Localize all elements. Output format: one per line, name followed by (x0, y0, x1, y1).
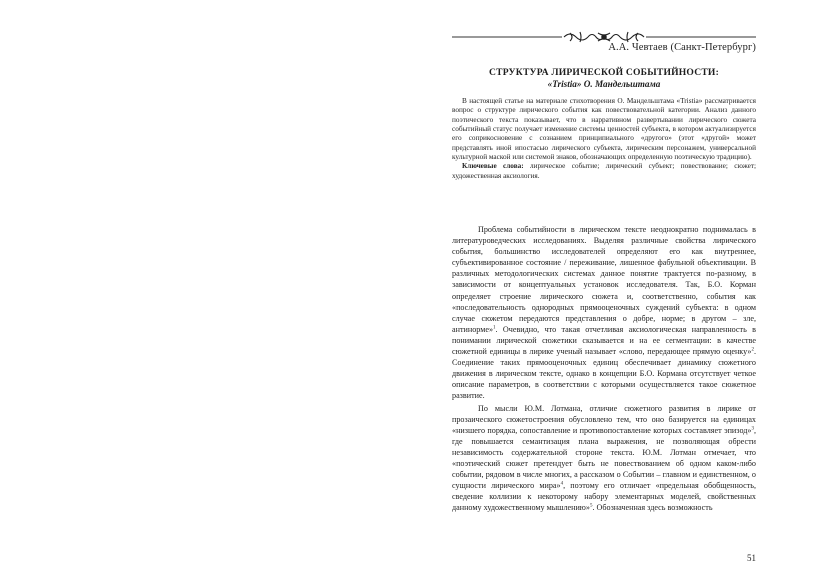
article-subtitle: «Tristia» О. Мандельштама (547, 79, 661, 89)
footnote-ref-2: 2 (751, 347, 754, 353)
body-paragraph-1 (452, 224, 756, 402)
keywords-label: Ключевые слова: (462, 162, 524, 171)
paragraph-1-text-b: . Очевидно, что такая отчетливая аксиологическая направленность в понимании лирической сюжетики сказывается и на ее сегментации: в качестве сюжетной единицы в лирике ученый называет «слово, передающее прямую оценку» (452, 324, 756, 357)
paragraph-2-text-d: . Обозначенная здесь возможность (592, 503, 713, 513)
keywords-list: лирическое событие; лирический субъект; повествование; сюжет; художественная аксиология. (452, 162, 757, 180)
keywords (452, 162, 756, 181)
footnote-ref-3: 3 (751, 425, 754, 431)
paragraph-1-text-a: Проблема событийности в лирическом тексте неоднократно поднималась в литературоведческих исследованиях. Выделяя различные свойства лирического события, большинство исследователей определяют его как внутреннее, субъективированное состояние / переживание, лишенное фабульной объективации. В различных методологических системах данное понятие трактуется по-разному, в зависимости от концептуальных установок исследователя. Так, Б.О. Корман определяет строение лирического сюжета и, соответственно, события как «последовательность однородных прямооценочных суждений субъекта: в одном случае сюжетом передаются представления о добре, норме; в другом – зле, антинорме» (452, 225, 756, 334)
body-paragraph-2 (452, 403, 756, 514)
article-abstract (452, 97, 756, 181)
footnote-ref-5: 5 (589, 503, 593, 509)
article-title: СТРУКТУРА ЛИРИЧЕСКОЙ СОБЫТИЙНОСТИ: (489, 67, 719, 78)
paragraph-2-text-b: , где повышается семантизация плана выражения, не позволяющая обрести независимость содержательной стороне текста. Ю.М. Лотман отмечает, что «поэтический сюжет претендует быть не повествованием об одном каком-либо событии, рядовом в числе многих, а рассказом о Событии – главном и единственном, о сущности лирического мира» (452, 425, 756, 491)
paragraph-2-text-c: , поэтому его отличает «предельная обобщенность, сведение коллизии к некоторому набору элементарных моделей, свойственных данному художественному мышлению» (452, 481, 757, 513)
article-author: А.А. Чевтаев (Санкт-Петербург) (608, 42, 756, 53)
paragraph-1-text-c: . Соединение таких прямооценочных единиц обеспечивает динамику сюжетного движения в лирическом тексте, однако в концепции Б.О. Кормана отсутствует четкое описание параметров, в соответствии с которыми осуществляется такое сюжетное развитие. (452, 347, 756, 401)
page-number: 51 (747, 553, 756, 563)
paragraph-2-text-a: По мысли Ю.М. Лотмана, отличие сюжетного развития в лирике от прозаического сюжетостроения обусловлено тем, что оно базируется на единицах «низшего порядка, сопоставление и противопоставление которых составляет эпизод» (452, 403, 756, 435)
article-body (452, 224, 756, 513)
footnote-ref-4: 4 (560, 481, 564, 487)
footnote-ref-1: 1 (493, 325, 496, 331)
abstract-text: В настоящей статье на материале стихотворения О. Мандельштама «Tristia» рассматривается вопрос о структуре лирического события как повествовательной категории. Анализ данного поэтического текста показывает, что в нарративном развертывании лирического сюжета событийный статус получает изменение системы ценностей субъекта, в котором актуализируется его соприкосновение с сознанием принципиального «другого» (этот «другой» может представлять иной ипостасью лирического субъекта, лирическим персонажем, универсальной культурной маской или системой знаков, обозначающих определенную поэтическую традицию). (452, 97, 756, 162)
